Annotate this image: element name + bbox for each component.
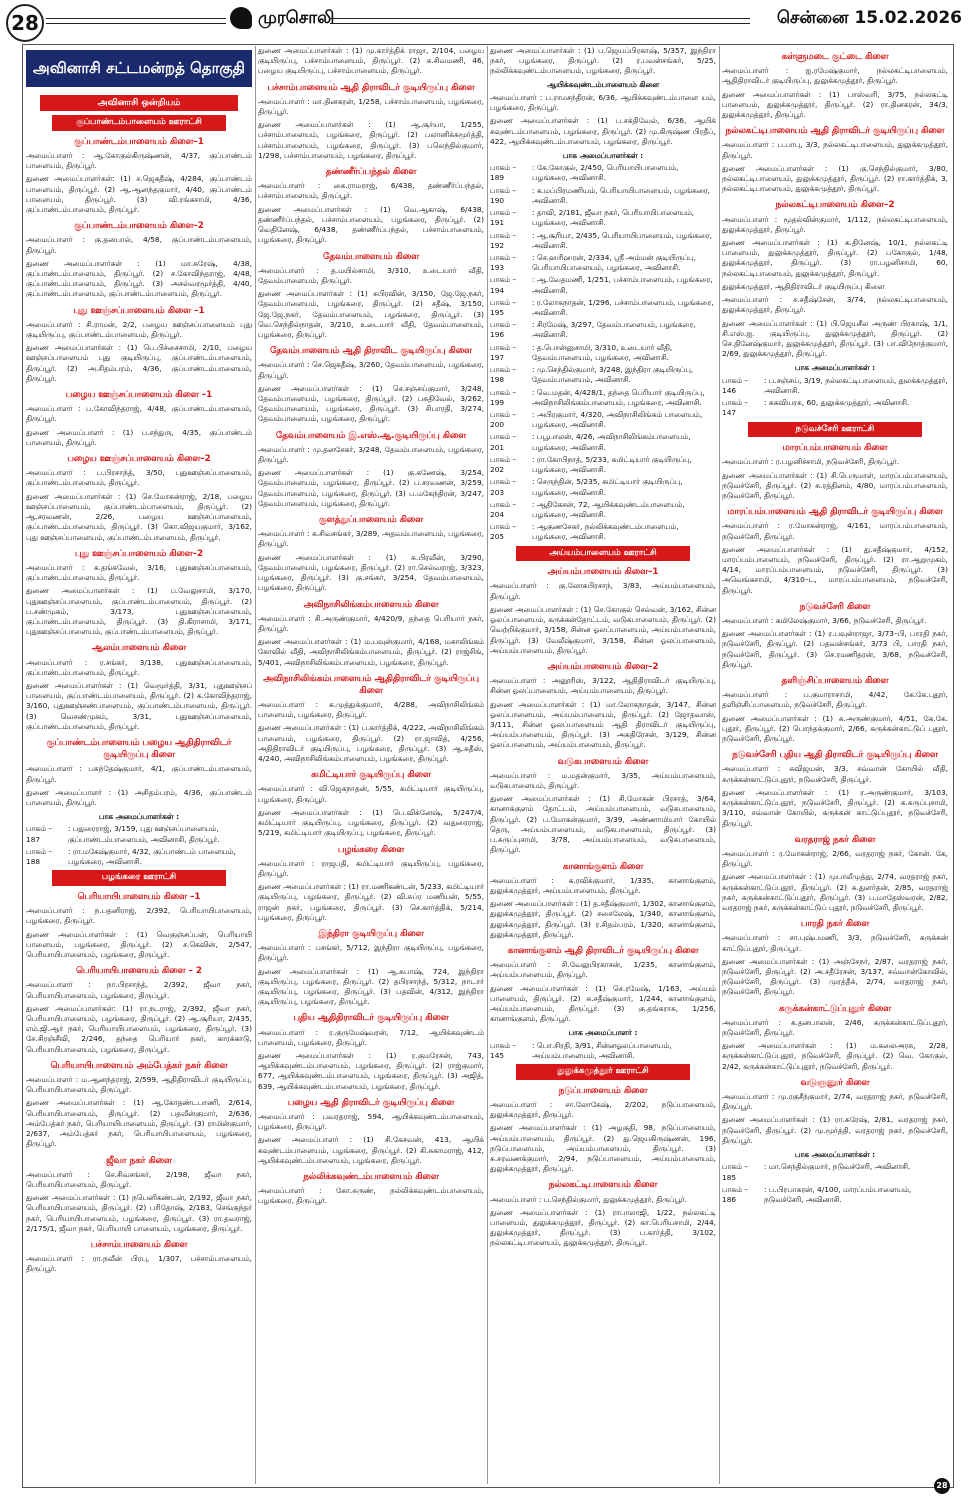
branch-heading: நடுவச்சேரி கிளை (799, 601, 871, 612)
organiser-entry: அமைப்பாளர் : ர.சங்கர், 3/138, புதுஊஞ்சப்பாளையம், குப்பாண்டம்பாளையம், திருப்பூர். (26, 657, 252, 677)
branch-subheading: ஆயிக்கவுண்டம்பாளையம் கிளை (546, 79, 660, 89)
organiser-entry: அமைப்பாளர் : ம.மதன்குமார், 3/35, அய்யம்பாளையம், வடுகபாளையம், திருப்பூர். (490, 770, 716, 790)
branch-heading: தண்ணீர்ப்பந்தல் கிளை (325, 167, 417, 178)
panchayat-heading: அய்யம்பாளையம் ஊராட்சி (516, 546, 690, 562)
branch-heading: கானாங்குளம் கிளை (562, 861, 644, 872)
organiser-entry: அமைப்பாளர் : கமிலேஷ்குமார், 3/66, நடுவச்சேரி, திருப்பூர். (722, 616, 927, 625)
organiser-entry: அமைப்பாளர் : ர.குருமேஷ்வரன், 7/12, ஆயிக்கவுண்டம் பாளையம், பழங்கரை, திருப்பூர். (258, 1027, 484, 1047)
organiser-entry: அமைப்பாளர் : சி.வேலுபிரகாசன், 1/235, கானாங்குளம், அய்யம்பாளையம், திருப்பூர். (490, 960, 716, 980)
masthead (0, 0, 972, 40)
column-divider (255, 46, 256, 1484)
organiser-entry: அமைப்பாளர் : ர.மோகன்ராஜ், 4/161, மாரப்பம்பாளையம், நடுவச்சேரி, திருப்பூர். (722, 521, 948, 541)
part-number: பாகம் – 194 (490, 275, 517, 295)
organiser-entry: அமைப்பாளர் : செ.ஜெகதீஷ், 3/260, தேவம்பாளையம், பழங்கரை, திருப்பூர். (258, 360, 484, 380)
part-organiser: : மா.செந்தில்குமார், நடுவச்சேரி, அவினாசி. (764, 1162, 911, 1172)
branch-heading: அவிநாசிலிங்கம்பாளையம் ஆதிதிராவிடர் குடியிருப்பு கிளை (263, 673, 479, 696)
part-number: பாகம் – 193 (490, 252, 517, 273)
branch-heading: கள்ளுமடை குட்டை கிளை (781, 52, 889, 62)
part-organiser: : ஆகுணசேகர், நல்லிக்கவுண்டம்பாளையம், பழங்கரை, அவினாசி. (532, 522, 679, 542)
part-number: பாகம் – 204 (490, 499, 517, 519)
organiser-entry: அமைப்பாளர் : பசங்கர், 5/712, இந்திரா குடியிருப்பு, பழங்கரை, திருப்பூர். (258, 943, 484, 963)
organiser-entry: அமைப்பாளர் : மா.தினகரன், 1/258, பச்சாம்பாளையம், பழங்கரை, திருப்பூர். (258, 96, 484, 116)
organiser-entry: அமைப்பாளர் : செ.சிவசங்கர், 2/198, ஜீவா நகர், பெரியாயிபாளையம், திருப்பூர். (26, 1169, 252, 1189)
part-organiser: : த.பொன்னுசாமி, 3/310, உடையார் வீதி, தேவம்பாளையம், பழங்கரை, அவினாசி. (532, 342, 673, 362)
deputy-organisers-entry: துணை அமைப்பாளர்கள் : (1) வெகுஞ்சப்பன், பெரியாயி பாளையம், பழங்கரை, திருப்பூர். (2) ச.கெவின், 2/547, பெரியாயிபாளையம், பழங்கரை, திருப்பூர். (26, 929, 252, 960)
branch-heading: வரதராஜ் நகர் கிளை (794, 834, 876, 845)
part-organiser: : பதுரைராஜ், 3/159, புது ஊஞ்சப்பாளையம், குப்பாண்டம்பாளையம், அவினாசி, திருப்பூர். (68, 824, 220, 844)
deputy-organisers-entry: துணை அமைப்பாளர்கள் : (1) ப.ஜெயப்பிரகாஷ், 5/357, இந்திரா நகர், பழங்கரை, திருப்பூர். (2) ர.பவன்சங்கர், 5/25, நல்லிக்கவுண்டம்பாளையம், பழங்கரை, திருப்பூர். (490, 46, 716, 76)
organiser-entry: அமைப்பாளர் : கை.ராமராஜ், 6/438, தண்ணீர்ப்பந்தல், பச்சாம்பாளையம், திருப்பூர். (258, 181, 484, 201)
constituency-banner: அவினாசி சட்டமன்றத் தொகுதி (26, 50, 252, 87)
part-row (722, 376, 948, 396)
footer-page-number: 28 (934, 1478, 950, 1494)
organiser-entry: அமைப்பாளர் : நா.பிரசாந்த், 2/392, ஜீவா நகர், பெரியாயிபாளையம், பழங்கரை, திருப்பூர். (26, 980, 252, 1000)
part-row (490, 365, 716, 385)
part-organisers-heading: பாக அமைப்பாளர்கள் : (794, 363, 876, 373)
branch-heading: குப்பாண்டம்பாளையம் கிளை–2 (74, 221, 204, 232)
branch-heading: புது ஊஞ்சப்பாளையம் கிளை –1 (73, 305, 205, 316)
part-organiser: : ர.லோகநாதன், 1/296, பச்சாம்பாளையம், பழங்கரை, அவினாசி. (532, 297, 714, 318)
organiser-entry: அமைப்பாளர் : மூதல்வின்குமார், 1/112, நல்லகட்டிபாளையம், துலுக்கமுத்தூர், திருப்பூர். (722, 214, 948, 234)
organiser-entry: அமைப்பாளர் : த.மயில்சாமி, 3/310, உடையார் வீதி, தேவம்பாளையம், திருப்பூர். (258, 265, 484, 285)
part-number: பாகம் – 147 (722, 398, 749, 418)
branch-heading: பாரதி நகர் கிளை (800, 919, 870, 930)
deputy-organisers-entry: துணை அமைப்பாளர்கள் : (1) கு.கணேஷ், 3/254, தேவம்பாளையம், பழங்கரை, திருப்பூர். (2) ப.சரவணன், 3/259, தேவம்பாளையம், பழங்கரை, திருப்பூர். (3) ப.மகேந்திரன், 3/247, தேவம்பாளையம், பழங்கரை, திருப்பூர். (258, 468, 484, 508)
part-organisers-heading: பாக அமைப்பாளர்கள் : (562, 150, 644, 160)
part-row (722, 398, 948, 418)
part-organiser: : தாவி, 2/181, ஜீவா நகர், பெரியாயிபாளையம், பழங்கரை, அவினாசி. (532, 208, 695, 228)
branch-heading: வடுகபாளையம் கிளை (557, 756, 649, 767)
organiser-entry: அமைப்பாளர் : ப.செந்தில்குமார், துலுக்கமுத்தூர், திருப்பூர். (490, 1194, 687, 1204)
organiser-entry: அமைப்பாளர் : ந.பதனிராஜ், 2/392, பெரியாயிபாளையம், பழங்கரை, திருப்பூர். (26, 906, 252, 926)
deputy-organisers-entry: துணை அமைப்பாளர்கள் : (1) ராபாலாஜி, 1/22, நல்லகட்டி பாளையம், துலுக்கமுத்தூர், திருப்பூர். (2) கா.பெரியசாமி, 2/44, துலுக்கமுத்தூர், திருப்பூர். (3) ப.கார்த்தி, 3/102, நல்லகட்டிபாளையம், துலுக்கமுத்தூர், திருப்பூர். (490, 1207, 716, 1248)
branch-heading: பழைய ஊஞ்சப்பாளையம் கிளை –1 (65, 390, 213, 401)
part-organiser: : ப.சஞ்சய், 3/19, நல்லகட்டிபாளையம், துலக்கமுத்தூர், அவினாசி. (764, 375, 948, 395)
branch-heading: பெரியாயிபாளையம் கிளை – 2 (75, 966, 203, 977)
organiser-entry: அமைப்பாளர் : க.முத்துக்குமார், 4/288, அவிநாசிலிங்கம் பாளையம், பழங்கரை, திருப்பூர். (258, 699, 484, 720)
part-number: பாகம் – 185 (722, 1162, 749, 1182)
deputy-organisers-entry: துணை அமைப்பாளர்கள் : (1) அஞ்சேநர், 2/87, வரதராஜ் நகர், நடுவச்சேரி, திருப்பூர். (2) அ.சதீரேசன், 3/137, சவ்வான்கோவில், நடுவச்சேரி, திருப்பூர். (3) முரத்தீக், 2/74, வரதராஜ் நகர், நடுவச்சேரி, திருப்பூர். (722, 956, 948, 997)
deputy-organisers-entry: துணை அமைப்பாளர்கள் : (1) ரா.சுரேஷ், 2/81, வரதராஜ் நகர், நடுவச்சேரி, திருப்பூர். (2) மு.மூர்த்தி, வரதராஜ் நகர், நடுவச்சேரி, திருப்பூர். (722, 1115, 948, 1145)
deputy-organisers-entry: துணை அமைப்பாளர்கள் : (1) செ.ரமேஷ், 1/163, அய்யம் பாளையம், திருப்பூர். (2) சு.சதீஷ்குமார், 1/244, கானாங்குளம், அய்யம்பாளையம், திருப்பூர். (3) கு.தங்கராசு, 1/256, கானாங்குளம், திருப்பூர். (490, 983, 716, 1024)
panchayat-heading: பழங்கரை ஊராட்சி (52, 870, 226, 886)
deputy-organisers-entry: துணை அமைப்பாளர்கள் : (1) பெ.விக்னேஷ், 5/247/4, கமிட்டியார் குடியிருப்பு, பழங்கரை, திருப்பூர். (2) வதுரைராஜ், 5/219, கமிட்டியார் குடியிருப்பு, பழங்கரை, திருப்பூர். (258, 807, 484, 838)
branch-heading: குப்பாண்டம்பாளையம் பழைய ஆதிதிராவிடர் குடியிருப்பு கிளை (46, 738, 232, 761)
part-row (490, 275, 716, 295)
organiser-entry: அமைப்பாளர் : கு.தனபால், 4/58, குப்பாண்டம்பாளையம், திருப்பூர். (26, 235, 252, 255)
organiser-entry: அமைப்பாளர் : சி.அருண்குமார், 4/420/9, தந்தை பெரியார் நகர், திருப்பூர். (258, 613, 484, 633)
branch-heading: பச்சாம்பாளையம் ஆதி திராவிடர் குடியிருப்பு கிளை (267, 82, 475, 93)
part-row (490, 343, 716, 363)
part-row (26, 847, 252, 867)
deputy-organisers-entry: துணை அமைப்பாளர்கள் : (1) சு.பிரவீன், 3/290, தேவம்பாளையம், பழங்கரை, திருப்பூர். (2) ரா.செல்வராஜ், 3/323, பழங்கரை, திருப்பூர். (3) கு.சங்கர், 3/254, தேவம்பாளையம், பழங்கரை, திருப்பூர். (258, 552, 484, 593)
branch-heading: தேவம்பாளையம் இ.எஸ்.ஆ.குடியிருப்பு கிளை (275, 430, 467, 441)
deputy-organisers-entry: துணை அமைப்பாளர்கள் : (1) ப.வேலுசாமி, 3/170, புதுஊஞ்சப்பாளையம், குப்பாண்டம்பாளையம், திருப்பூர். (2) ப.சண்முகம், 3/173, புதுஊஞ்சப்பாளையம், குப்பாண்டம்பாளையம், திருப்பூர். (3) தி.கிராசாமி, 3/171, புதுஊஞ்சப்பாளையம், குப்பாண்டம்பாளையம், திருப்பூர். (26, 586, 252, 637)
deputy-organisers-entry: துணை அமைப்பாளர்கள் : (1) ம.கலைஅரசு, 2/28, கருக்கன்காட்டுப்புதூர், நடுவச்சேரி, திருப்பூர். (2) வெ. கோகுல், 2/42, கருக்கன்காட்டுப்புதூர், நடுவச்சேரி, திருப்பூர். (722, 1041, 948, 1071)
branch-heading: பெரியாயிபாளையம் அம்பேத்கர் நகர் கிளை (50, 1060, 228, 1071)
deputy-organisers-entry: துணை அமைப்பாளர்கள் : (1) சி.மோகன் பிரசாத், 3/64, கானாக்குளம் தோட்டம், அய்யம்பாளையம், வடுகபாளையம், திருப்பூர். (2) ப.மோகன்குமார், 3/39, அண்ணாமியார் கோயில் தெரு, அய்யம்பாளையம், வடுகபாளையம், திருப்பூர். (3) ப.சுருப்புசாமி, 3/78, அய்யம்பாளையம், வடுகபாளையம், திருப்பூர். (490, 794, 716, 855)
organiser-entry: அமைப்பாளர் : பவரதராஜ், 594, ஆயிக்கவுண்டம்பாளையம், பழங்கரை, திருப்பூர். (258, 1111, 484, 1132)
organiser-entry: அமைப்பாளர் : ஐ.ரமேஷ்குமார், நல்லகட்டிபாளையம், ஆதிதிராவிடர் குடியிருப்பு, துலுக்கமுத்தூர், திருப்பூர். (722, 66, 948, 86)
deputy-organisers-entry: துணை அமைப்பாளர்கள் : (1) மா.லோகநாதன், 3/147, சின்ன ஓலப்பாளையம், அய்யம்பாளையம், திருப்பூர். (2) ஜோதவாஸ், 3/111, சின்ன ஓலப்பாளையம் ஆதி திராவிடர் குடியிருப்பு, அய்யம்பாளையம், திருப்பூர். (3) அகதிரேசன், 3/129, சின்ன ஓலப்பாளையம், அய்யம்பாளையம், திருப்பூர். (490, 699, 716, 750)
organiser-entry: அமைப்பாளர் : ரா.நவீன் பிரபு, 1/307, பச்சாம்பாளையம், திருப்பூர். (26, 1254, 252, 1274)
branch-heading: குப்பாண்டம்பாளையம் கிளை–1 (74, 136, 204, 147)
branch-heading: நல்லகட்டிபாளையம் ஆதி திராவிடர் குடியிருப்பு கிளை (725, 126, 945, 137)
panchayat-heading: நடுவச்சேரி ஊராட்சி (748, 422, 922, 438)
deputy-organisers-entry: துணை அமைப்பாளர்கள் : (1) பாஸ்வரி, 3/75, நல்லகட்டி பாளையம், துலுக்கமுத்தூர், திருப்பூர். (2) ரா.தினகரன், 34/3, துலுக்கமுத்தூர், திருப்பூர். (722, 89, 948, 119)
deputy-organisers-entry: துணை அமைப்பாளர் : (1) ப.சந்துரு, 4/35, குப்பாண்டம் பாளையம், திருப்பூர். (26, 427, 252, 447)
part-number: பாகம் – 202 (490, 454, 517, 475)
part-number: பாகம் – 203 (490, 477, 517, 497)
union-heading: அவினாசி ஒன்றியம் (40, 95, 238, 111)
deputy-organisers-entry: துணை அமைப்பாளர்கள் : (1) சி.பெருமாள், மாரப்பம்பாளையம், நடுவச்சேரி, திருப்பூர். (2) சு.ரத்தினம், 4/80, மாரப்பம்பாளையம், நடுவச்சேரி, திருப்பூர். (722, 470, 948, 500)
branch-heading: பழைய ஊஞ்சப்பாளையம் கிளை–2 (67, 454, 211, 465)
part-organiser: : சிரமேஷ், 3/297, தேவம்பாளையம், பழங்கரை, அவினாசி. (532, 320, 696, 340)
part-number: பாகம் – 188 (26, 846, 53, 867)
organiser-entry: அமைப்பாளர் : கோ.சுருண், நல்லிக்கவுண்டம்பாளையம், பழங்கரை, திருப்பூர். (258, 1186, 484, 1206)
paper-brand (230, 7, 335, 30)
part-row (490, 231, 716, 251)
deputy-organisers-entry: துணை அமைப்பாளர்கள்: (1) ச.ஜெகதீஷ், 4/284, குப்பாண்டம் பாளையம், திருப்பூர். (2) ஆ.ஆனந்தகுமார், 4/40, குப்பாண்டம் பாளையம், திருப்பூர். (3) வி.ரங்கசாமி, 4/36, குப்பாண்டம்பாளையம், திருப்பூர். (26, 174, 252, 215)
part-organisers-heading: பாக அமைப்பாளர்கள் : (794, 1150, 876, 1160)
branch-heading: நல்லகட்டிபாளையம் கிளை–2 (775, 200, 895, 211)
header-rule-left (46, 18, 226, 24)
organiser-entry: அமைப்பாளர் : க.சிவசங்கர், 3/289, அதவம்பாளையம், பழங்கரை, திருப்பூர். (258, 529, 484, 549)
part-organiser: : க.மப்பிரமணியம், பெரியாயிபாளையம், பழங்கரை, அவினாசி. (532, 185, 711, 205)
deputy-organisers-entry: துணை அமைப்பாளர்கள் : (1) த.சதீஷ்குமார், 1/302, கானாங்குளம், துலுக்கமுத்தூர், திருப்பூர். (2) சசைலேஷ், 1/340, கானாங்குளம், துலுக்கமுத்தூர், திருப்பூர். (3) ர.சிதம்பரம், 1/320, கானாங்குளம், துலுக்கமுத்தூர், திருப்பூர். (490, 899, 716, 939)
organiser-entry: அமைப்பாளர் : மு.தனசேகர், 3/248, தேவம்பாளையம், பழங்கரை, திருப்பூர். (258, 444, 484, 464)
deputy-organisers-entry: துணை அமைப்பாளர்கள்: (1) ரா.நடராஜ், 2/392, ஜீவா நகர், பெரியாயிபாளையம், பழங்கரை, திருப்பூர். (2) ஆ.சூரியா, 2/435, எம்.ஜி.ஆர் நகர், பெரியாயிபாளையம், பழங்கரை, திருப்பூர். (3) சே.சிரஞ்சீவி, 2/246, தந்தை பெரியார் நகர், காரக்காடு, பெரியாயிபாளையம், பழங்கரை, திருப்பூர். (26, 1003, 252, 1054)
organiser-entry: அமைப்பாளர் : ப.கோவிந்தராஜ், 4/48, குப்பாண்டம்பாளையம், திருப்பூர். (26, 404, 252, 424)
part-row (722, 1162, 948, 1182)
deputy-organisers-entry: துணை அமைப்பாளர்கள் : (1) க.அருண்குமார், 4/51, கே.கே. புதூர், திருப்பூர். (2) பொந்தக்குமார், 2/66, கருக்கன்காட்டுப் புதூர், நடுவச்சேரி, திருப்பூர். (722, 713, 948, 744)
part-row (490, 298, 716, 318)
organiser-entry: அமைப்பாளர் : ப.பிரசாந்த், 3/50, புதுஊஞ்சப்பாளையம், குப்பாண்டம்பாளையம், திருப்பூர். (26, 468, 252, 488)
branch-heading: பெரியாயிபாளையம் கிளை –1 (77, 892, 201, 903)
organiser-entry: அமைப்பாளர் : சுவிஜயன், 3/3, சவ்வான் கோயில் வீதி, கருக்கன்காட்டுப்புதூர், நடுவச்சேரி, திருப்பூர். (722, 764, 948, 784)
part-number: பாகம் – 199 (490, 387, 517, 407)
deputy-organisers-entry: துணை அமைப்பாளர்கள் : (1) ப.சக்திவேல், 6/36, ஆயிக் கவுண்டம்பாளையம், பழங்கரை, திருப்பூர். (2) மு.கிருஷ்ண பிரதீப், 422, ஆயிக்கவுண்டம்பாளையம், பழங்கரை, திருப்பூர். (490, 116, 716, 146)
organiser-entry: அமைப்பாளர் : க.தங்கவேல், 3/16, புதுஊஞ்சப்பாளையம், குப்பாண்டம்பாளையம், திருப்பூர். (26, 562, 252, 583)
header-rule-right (330, 18, 750, 24)
branch-heading: அய்யம்பாளையம் கிளை–1 (547, 567, 659, 578)
part-number: பாகம் – 201 (490, 432, 517, 452)
part-row (490, 410, 716, 430)
deputy-organisers-entry: துணை அமைப்பாளர்கள் : (1) பெ.பிச்சைசாமி, 2/10, பழைய ஊஞ்சப்பாளையம் புது குடியிருப்பு, குப்பாண்டம்பாளையம், திருப்பூர். (2) அ.சிதம்பரம், 4/36, குப்பாண்டம்பாளையம், திருப்பூர். (26, 343, 252, 383)
organiser-entry: அமைப்பாளர் : க.தனபாலன், 2/46, கருக்கன்காட்டுப்புதூர், நடுவச்சேரி, திருப்பூர். (722, 1017, 948, 1037)
part-organiser: : ரா.மகேஷ்குமார், 4/32, குப்பாண்டம் பாளையம், பழங்கரை, அவினாசி. (68, 846, 236, 867)
deputy-organisers-entry: துணை அமைப்பாளர்கள் : (1) ஆ.கோதண்டபாணி, 2/614, பெரியாயிபாளையம், திருப்பூர். (2) பதவீன்குமார், 2/636, அம்பேத்கர் நகர், பெரியாயிபாளையம், திருப்பூர். (3) ராமின்குமார், 2/637, அம்பேத்கர் நகர், பெரியாயிபாளையம், பழங்கரை, திருப்பூர். (26, 1098, 252, 1149)
part-number: பாகம் – 186 (722, 1184, 749, 1204)
branch-heading: புதிய ஆதிதிராவிடர் குடியிருப்பு கிளை (293, 1013, 449, 1024)
part-row (490, 1041, 716, 1061)
deputy-organisers-entry: துணை அமைப்பாளர்கள் : (1) ர.குமரேசன், 743, ஆயிக்கவுண்டம்பாளையம், பழங்கரை, திருப்பூர். (2) ராஜ்குமார், 677, ஆயிக்கவுண்டம்பாளையம், பழங்கரை, திருப்பூர். (3) அஜித், 639, ஆயிக்கவுண்டம்பாளையம், பழங்கரை, திருப்பூர். (258, 1050, 484, 1091)
deputy-organisers-entry: துணை அமைப்பாளர்கள் : (1) செ.சஞ்சய்குமார், 3/248, தேவம்பாளையம், பழங்கரை, திருப்பூர். (2) பகதிவேல், 3/262, தேவம்பாளையம், பழங்கரை, திருப்பூர். (3) சிபாரதி, 3/274, தேவம்பாளையம், பழங்கரை, திருப்பூர். (258, 383, 484, 424)
paper-logo-icon (230, 7, 252, 29)
deputy-organisers-entry: துணை அமைப்பாளர்கள் : (1) அழகுதி, 98, நடுப்பாளையம், அய்யம்பாளையம், திருப்பூர். (2) து.ஜெயகிருஷ்ணன், 196, நடுப்பாளையம், அய்யம்பாளையம், திருப்பூர். (3) சு.சரவணக்குமார், 2/94, நடுப்பாளையம், அய்யம்பாளையம், துலுக்கமுத்தூர், திருப்பூர். (490, 1123, 716, 1174)
part-number: பாகம் – 187 (26, 824, 53, 844)
branch-heading: பச்சாம்பாளையம் கிளை (90, 1240, 188, 1250)
branch-heading: தேவம்பாளையம் ஆதி திராவிட குடியிருப்பு கிளை (270, 346, 472, 357)
part-number: பாகம் – 191 (490, 208, 517, 228)
organiser-entry: அமைப்பாளர் : ர.மோகன்ராஜ், 2/66, வரதராஜ் நகர், கோன். கே, திருப்பூர். (722, 848, 948, 869)
deputy-organisers-entry: துணை அமைப்பாளர்கள் : (1) ப.கார்த்திக், 4/222, அவிநாசிலிங்கம் பாளையம், பழங்கரை, திருப்பூர். (2) ரா.ஜாவித், 4/256, அதிதிராவிடர் குடியிருப்பு, பழங்கரை, திருப்பூர். (3) ஆ.சுதீஸ், 4/240, அவிநாசிலிங்கம்பாளையம், பழங்கரை, திருப்பூர். (258, 723, 484, 764)
part-list (490, 163, 716, 542)
part-number: பாகம் – 198 (490, 365, 517, 385)
branch-heading: தளிஞ்சிப்பாளையம் கிளை (781, 676, 889, 687)
organiser-entry: அமைப்பாளர் : சா.லோகேஷ், 2/202, நடுப்பாளையம், துலுக்கமுத்தூர், திருப்பூர். (490, 1099, 716, 1120)
organiser-entry: அமைப்பாளர் : சி.ராமன், 2/2, பழைய ஊஞ்சப்பாளையம் புது குடியிருப்பு, குப்பாண்டம்பாளையம், திருப்பூர். (26, 319, 252, 340)
deputy-organisers-entry: துணை அமைப்பாளர்கள் : (1) ரா.மணிகண்டன், 5/233, கமிட்டியார் குடியிருப்பு, பழங்கரை, திருப்பூர். (2) வி.சுப்ர மணியன், 5/55, ராஜன் நகர், பழங்கரை, திருப்பூர். (3) செ.கார்த்திக், 5/214, பழங்கரை, திருப்பூர். (258, 882, 484, 922)
part-number: பாகம் – 205 (490, 522, 517, 542)
part-number: பாகம் – 197 (490, 342, 517, 362)
deputy-organisers-entry: துணை அமைப்பாளர்கள் : (1) ஆ.சுபாஷ், 724, இந்திரா குடியிருப்பு, பழங்கரை, திருப்பூர். (2) தபிரசாந்த், 5/312, நாடார் குடியிருப்பு, பழங்கரை, திருப்பூர். (3) பதவின், 4/312, இந்திரா குடியிருப்பு, பழங்கரை, திருப்பூர். (258, 966, 484, 1007)
branch-heading: நடுவச்சேரி புதிய ஆதி திராவிடர் குடியிருப்பு கிளை (732, 750, 938, 761)
part-number: பாகம் – 195 (490, 297, 517, 318)
part-row (490, 455, 716, 475)
branch-heading: ஜீவா நகர் கிளை (106, 1155, 172, 1166)
part-row (490, 186, 716, 206)
part-row (722, 1185, 948, 1205)
part-row (490, 163, 716, 183)
branch-heading: அய்யம்பாளையம் கிளை–2 (547, 662, 659, 672)
organiser-entry: அமைப்பாளர் : அனூரிஸ், 3/122, ஆதிதிராவிடர் குடியிருப்பு, சின்ன ஓலப்பாளையம், அய்யம்பாளையம், திருப்பூர். (490, 676, 716, 696)
deputy-organisers-entry: துணை அமைப்பாளர்கள் : (1) வெ.ஆகாஷ், 6/438, தண்ணீர்ப்பந்தல், பச்சாம்பாளையம், பழங்கரை, திருப்பூர். (2) வெதினேஷ், 6/438, தண்ணீர்ப்பந்தல், பச்சாம்பாளையம், பழங்கரை, திருப்பூர். (258, 204, 484, 245)
organiser-entry: அமைப்பாளர் : ஆ.கோகுல்கிருஷ்ணன், 4/37, குப்பாண்டம் பாளையம், திருப்பூர். (26, 150, 252, 171)
deputy-organisers-entry: துணை அமைப்பாளர்கள் : (1) செ.மோகன்ராஜ், 2/18, பழைய ஊஞ்சப்பாளையம், குப்பாண்டம்பாளையம், திருப்பூர். (2) ஆ.சரவணன், 2/26, பழைய ஊஞ்சப்பாளையம், குப்பாண்டம்பாளையம், திருப்பூர். (3) கொ.விஜயகுமார், 3/162, புது ஊஞ்சப்பாளையம், குப்பாண்டம்பாளையம், திருப்பூர். (26, 491, 252, 542)
organiser-entry: அமைப்பாளர் : க.ரவிக்குமார், 1/335, கானாங்குளம், துலுக்கமுத்தூர், அய்யம்பாளையம், திருப்பூர். (490, 875, 716, 895)
panchayat-heading: குப்பாண்டம்பாளையம் ஊராட்சி (52, 115, 226, 131)
part-organisers-heading: பாக அமைப்பாளர்கள் : (98, 812, 180, 822)
deputy-organisers-entry: துணை அமைப்பாளர்கள் : (1) ம.பவுன்குமார், 4/168, மகாலிங்கம் கோவில் வீதி, அவிநாசிலிங்கம்பாளையம், திருப்பூர். (2) ராஜ்சிங், 5/401, அவிநாசிலிங்கம்பாளையம், பழங்கரை, திருப்பூர். (258, 637, 484, 667)
deputy-organisers-entry: துணை அமைப்பாளர்கள் : (1) வெமூர்த்தி, 3/31, புதுஊஞ்சப் பாளையம், குப்பாண்டம்பாளையம், திருப்பூர். (2) க.கோவிந்தராஜ், 3/160, புதுஊஞ்சண்பாளையம், குப்பாண்டம்பாளையம், திருப்பூர். (3) வெசண்முகம், 3/31, புதுஊஞ்சப்பாளையம், குப்பாண்டம்பாளையம், திருப்பூர். (26, 681, 252, 731)
deputy-organisers-entry: துணை அமைப்பாளர்கள் : (1) சுபிரவின், 3/150, ஜே.ஜே.நகர், தேவம்பாளையம், பழங்கரை, திருப்பூர். (2) சதீஷ், 3/150, ஜே.ஜே.நகர், தேவம்பாளையம், பழங்கரை, திருப்பூர். (3) வெ.செந்தில்நாதன், 3/210, உடையார் வீதி, தேவம்பாளையம், பழங்கரை, திருப்பூர். (258, 289, 484, 339)
branch-heading: மாரப்பம்பாளையம் ஆதி திராவிடர் குடியிருப்பு கிளை (727, 507, 943, 518)
part-row (26, 824, 252, 844)
organiser-entry: அமைப்பாளர் : ப.குமாராசாமி, 4/42, கே.கே.புதூர், தளிஞ்சிப்பாளையம், நடுவச்சேரி, திருப்பூர். (722, 690, 948, 710)
column-divider (719, 46, 720, 1484)
branch-heading: மாரப்பம்பாளையம் கிளை (782, 443, 888, 454)
branch-heading: நல்லகட்டிபாளையம் கிளை (548, 1180, 658, 1191)
part-number: பாகம் – 189 (490, 163, 517, 183)
part-organiser: : கே.கோகுல், 2/450, பெரியாயிபாளையம், பழங்கரை, அவினாசி. (532, 163, 679, 183)
branch-heading: புது ஊஞ்சப்பாளையம் கிளை–2 (74, 548, 204, 559)
branch-heading: பழைய ஆதி திராவிடர் குடியிருப்பு கிளை (287, 1097, 455, 1108)
branch-heading: கானாங்குளம் ஆதி திராவிடர் குடியிருப்பு கிளை (507, 945, 699, 956)
deputy-organisers-entry: துணை அமைப்பாளர்கள் : (1) ர.பவுன்ராஜா, 3/73–பி, பாரதி நகர், நடுவச்சேரி, திருப்பூர். (2) பதவன்சங்கர், 3/73 பி, பாரதி நகர், நடுவச்சேரி, திருப்பூர். (3) செ.ரமணிதரன், 3/68, நடுவச்சேரி, திருப்பூர். (722, 629, 948, 669)
part-organiser: : செ.ஹரிஹரன், 2/334, ஸ்ரீ அம்மன் குடியிருப்பு, பெரியாயிபாளையம், பழங்கரை, அவினாசி. (532, 252, 696, 273)
deputy-organisers-entry: துணை அமைப்பாளர்கள் : (1) மு.கார்த்திக் ராஜா, 2/104, பழைய குடியிருப்பு, பச்சாம்பாளையம், திருப்பூர். (2) க.சிவமணி, 46, பழைய குடியிருப்பு, பச்சாம்பாளையம், திருப்பூர். (258, 46, 484, 76)
branch-heading: நடுப்பாளையம் கிளை (558, 1085, 648, 1096)
part-row (490, 432, 716, 452)
branch-heading: ஆலம்பாளையம் கிளை (91, 643, 187, 654)
organiser-entry: அமைப்பாளர் : பசுந்தேஷ்குமார், 4/1, குப்பாண்டம்பாளையம், திருப்பூர். (26, 764, 252, 784)
deputy-organisers-entry: துணை அமைப்பாளர்கள் : (1) ஆ.சூர்யா, 1/255, பச்சாம்பாளையம், பழங்கரை, திருப்பூர். (2) பலானிக்கமூர்த்தி, பச்சாம்பாளையம், பழங்கரை, திருப்பூர். (3) பலெந்தில்குமார், 1/298, பச்சாம்பாளையம், பழங்கரை, திருப்பூர். (258, 120, 484, 160)
part-organiser: : பொ.சிரதி, 3/91, சின்னஓலப்பாளையம், அய்யம்பாளையம், அவினாசி. (532, 1040, 672, 1060)
part-row (490, 320, 716, 340)
deputy-organisers-entry: துணை அமைப்பாளர்கள் : (1) மா.சுரேஷ், 4/38, குப்பாண்டம்பாளையம், திருப்பூர். (2) ச.கோவிந்தராஜ், 4/48, குப்பாண்டம்பாளையம், திருப்பூர். (3) அசல்வரமூர்த்தி, 4/40, குப்பாண்டம்பாளையம், குப்பாண்டம்பாளையம், திருப்பூர். (26, 258, 252, 299)
part-organiser: : பபூபாலன், 4/26, அவிநாசிலிங்கம்பாளையம், பழங்கரை, அவினாசி. (532, 432, 691, 452)
part-number: பாகம் – 192 (490, 230, 517, 250)
part-number: பாகம் – 190 (490, 185, 517, 205)
column-divider (487, 46, 488, 1484)
part-organiser: : ஆ.சூரியா, 2/435, பெரியாயிபாளையம், பழங்கரை, அவினாசி. (532, 230, 712, 250)
part-number: பாகம் – 146 (722, 375, 749, 395)
panchayat-heading: துலுக்கமுத்தூர் ஊராட்சி (516, 1064, 690, 1080)
branch-heading: கருக்கன்காட்டுப்புதூர் கிளை (778, 1003, 892, 1014)
organiser-entry: அமைப்பாளர் : ப.பாபு, 3/3, நல்லகட்டிபாளையம், துலுக்கமுத்தூர், திருப்பூர். (722, 140, 948, 160)
organiser-entry: அமைப்பாளர் : கு.லோகபிரசாந், 3/83, அய்யம்பாளையம், திருப்பூர். (490, 581, 716, 601)
deputy-organisers-entry: துணை அமைப்பாளர் : (1) சி.கேசவன், 413, ஆயிக் கவுண்டம்பாளையம், பழங்கரை, திருப்பூர். (2) கி.சுகாமராஜ், 412, ஆயிக்கவுண்டம்பாளையம், பழங்கரை, திருப்பூர். (258, 1135, 484, 1165)
branch-heading: இந்திரா குடியிருப்பு கிளை (318, 928, 424, 939)
organiser-entry: அமைப்பாளர் : ப.ராமசந்திரன், 6/36, ஆயிக்கவுண்டம்பாளை யம், பழங்கரை, திருப்பூர். (490, 92, 716, 113)
column-2 (258, 46, 484, 1484)
organiser-entry: அமைப்பாளர் : ராஜபதி, கமிட்டியார் குடியிருப்பு, பழங்கரை, திருப்பூர். (258, 858, 484, 878)
branch-heading: நல்லிக்கவுண்டம்பாளையம் கிளை (303, 1172, 439, 1183)
deputy-organisers-entry: துணை அமைப்பாளர்கள் : (1) பி.ஜெயசீல அருண் பிரகாஷ், 1/1, சி.எஸ்.ஐ. குடியிருப்பு, துலுக்கமுத்தூர், திருப்பூர். (2) செ.தினேஷ்குமார், துலுக்கமுத்தூர், திருப்பூர். (3) பா.விநோத்குமார், 2/69, துலுக்கமுத்தூர், திருப்பூர். (722, 318, 948, 359)
branch-heading: தேவம்பாளையம் கிளை (322, 251, 420, 262)
branch-subheading: துலுக்கமுத்தூர், ஆதிதிராவிடர் குடியிருப்பு கிளை (722, 281, 885, 291)
branch-heading: குளத்துப்பாளையம் கிளை (318, 515, 424, 526)
part-number: பாகம் – 196 (490, 320, 517, 340)
part-row (490, 477, 716, 497)
branch-heading: வடுஞனூர் கிளை (800, 1077, 870, 1088)
column-4 (722, 46, 948, 1484)
part-organiser: : அபிரகுமார், 4/320, அவிநாசிலிங்கம் பாளையம், பழங்கரை, அவினாசி. (532, 410, 703, 430)
part-organisers-heading: பாக அமைப்பாளர் : (568, 1028, 638, 1038)
branch-heading: பழங்கரை கிளை (337, 844, 405, 855)
part-organiser: : சுகவியரசு, 60, துலுக்கமுத்தூர், அவினாசி. (764, 398, 910, 408)
organiser-entry: அமைப்பாளர் : வி.ஜெகநாதன், 5/55, கமிட்டியார் குடியிருப்பு, பழங்கரை, திருப்பூர். (258, 784, 484, 804)
organiser-entry: அமைப்பாளர் : ச.சதீஷ்சேன், 3/74, நல்லகட்டிபாளையம், துலுக்கமுத்தூர், திருப்பூர். (722, 295, 948, 315)
branch-heading: கமிட்டியார் குடியிருப்பு கிளை (311, 770, 431, 781)
organiser-entry: அமைப்பாளர் : ம.ஆனந்தராஜ், 2/599, ஆதிதிராவிடர் குடியிருப்பு, பெரியாயிபாளையம், திருப்பூர். (26, 1075, 252, 1095)
dateline: சென்னை 15.02.2026 (776, 8, 962, 28)
column-3 (490, 46, 716, 1484)
deputy-organisers-entry: துணை அமைப்பாளர்கள் : (1) முபாலீமுத்து, 2/74, வரதராஜ் நகர், கருக்கன்காட்டுப்புதூர், திருப்பூர். (2) சு.துளர்தன், 2/85, வரதராஜ் நகர், கருக்கன்காட்டுப்புதூர், திருப்பூர். (3) ப.மாதேஸ்வரன், 2/82, வரதராஜ் நகர், கருக்கன்காட்டுப் புதூர், நடுவச்சேரி, திருப்பூர். (722, 872, 948, 912)
part-row (490, 522, 716, 542)
deputy-organisers-entry: துணை அமைப்பாளர்கள் : (1) து.சதீஷ்குமார், 4/152, மாரப்பம்பாளையம், நடுவச்சேரி, திருப்பூர். (2) ரா.ஆறுமுகம், 4/14, மாரப்பம்பாளையம், நடுவச்சேரி, திருப்பூர். (3) அவெங்கசாமி, 4/310–ட, மாரப்பம்பாளையம், நடுவச்சேரி, திருப்பூர். (722, 544, 948, 595)
part-row (490, 253, 716, 273)
part-organiser: : ப.பிரபாகரன், 4/100, மாரப்பம்பாளையம், நடுவச்சேரி, அவினாசி. (764, 1184, 912, 1204)
part-number: பாகம் – 145 (490, 1040, 517, 1060)
part-row (490, 388, 716, 408)
deputy-organisers-entry: துணை அமைப்பாளர்கள் : (1) நபெனிகண்டன், 2/192, ஜீவா நகர், பெரியாயிபாளையம், திருப்பூர். (2) பரிதோஷ், 2/183, செங்குந்தர் நகர், பெரியாயிபாளையம், பழங்கரை, திருப்பூர். (3) ரா.தவராஜ், 2/175/1, ஜீவா நகர், பெரியாயி பாளையம், பழங்கரை, திருப்பூர். (26, 1193, 252, 1233)
part-organiser: : செருந்தின், 5/235, கமிட்டியார் குடியிருப்பு, பழங்கரை, அவினாசி. (532, 477, 683, 497)
part-organiser: : மு.செந்தில்குமார், 3/248, இந்திரா குடியிருப்பு, தேவம்பாளையம், அவினாசி. (532, 365, 694, 385)
deputy-organisers-entry: துணை அமைப்பாளர்கள் : (1) ர.அருண்குமார், 3/103, கருக்கன்காட்டுப்புதூர், நடுவச்சேரி, திருப்பூர். (2) க.சுருப்புசாமி, 3/110, சவ்வான் கோயில், கருக்கன் காட்டுப்புதூர், நடுவச்சேரி, திருப்பூர். (722, 787, 948, 828)
part-organiser: : ஆ.வேதமணி, 1/251, பச்சாம்பாளையம், பழங்கரை, அவினாசி. (532, 275, 713, 295)
part-row (490, 208, 716, 228)
page-number: 28 (6, 4, 44, 42)
deputy-organisers-entry: துணை அமைப்பாளர் : (1) அசிதம்பரம், 4/36, குப்பாண்டம் பாளையம், திருப்பூர். (26, 787, 252, 807)
organiser-entry: அமைப்பாளர் : மு.ரகுசீந்குமார், 2/74, வரதராஜ் நகர், நடுவச்சேரி, திருப்பூர். (722, 1091, 948, 1112)
branch-heading: அவிநாசிலிங்கம்பாளையம் கிளை (303, 599, 439, 610)
part-number: பாகம் – 200 (490, 410, 517, 430)
part-organiser: : ரா.கோபிநாத், 5/233, கமிட்டியார் குடியிருப்பு, பழங்கரை, அவினாசி. (532, 454, 692, 475)
part-organiser: : ஆதிகேசன், 72, ஆயிக்கவுண்டம்பாளையம், பழங்கரை, அவினாசி. (532, 499, 685, 519)
paper-name: முரசொலி (258, 8, 335, 28)
part-row (490, 500, 716, 520)
deputy-organisers-entry: துணை அமைப்பாளர்கள் : (1) க.தினேஷ், 10/1, நல்லகட்டி பாளையம், துலுக்கமுத்தூர், திருப்பூர். (2) பகோகுல், 1/48, துலுக்கமுத்தூர், திருப்பூர். (3) ரா.பழனிசாமி, 60, நல்லகட்டிபாளையம், துலுக்கமுத்தூர், திருப்பூர். (722, 238, 948, 278)
deputy-organisers-entry: துணை அமைப்பாளர்கள் : (1) செ.கோகுல் செல்வன், 3/162, சின்ன ஓலப்பாளையம், கருக்கன்தோட்டம், வடுகபாளையம், திருப்பூர். (2) வெற்றிக்குமார், 3/158, சின்ன ஓலப்பாளையம், அய்யம்பாளையம், திருப்பூர். (3) வேலீஷ்குமார், 3/158, சின்ன ஓலப்பாளையம், அய்யம்பாளையம், திருப்பூர். (490, 604, 716, 655)
organiser-entry: அமைப்பாளர் : ர.பழனிச்சாமி, நடுவச்சேரி, திருப்பூர். (722, 457, 899, 467)
part-organiser: : வெ.மதன், 4/428/1, தந்தை பெரியார் குடியிருப்பு, அவிநாசிலிங்கம்பாளையம், பழங்கரை, அவினாசி. (532, 387, 705, 407)
column-1 (26, 46, 252, 1484)
organiser-entry: அமைப்பாளர் : சா.புஷ்பமணி, 3/3, நடுவச்சேரி, கருக்கன் காட்டுப்புதூர், திருப்பூர். (722, 933, 948, 953)
deputy-organisers-entry: துணை அமைப்பாளர்கள் : (1) கு.செந்தில்குமார், 3/80, நல்லகட்டிபாளையம், துலுக்கமுத்தூர், திருப்பூர். (2) ரா.கார்த்திக், 3, நல்லகட்டிபாளையம், துலுக்கமுத்தூர், திருப்பூர். (722, 163, 948, 194)
